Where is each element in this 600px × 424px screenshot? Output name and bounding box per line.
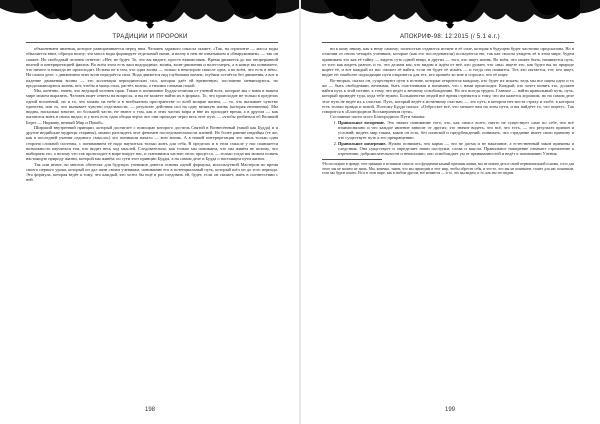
paragraph: Широкий внутренний принцип, который достигает с помощью которого достичь Святой в Вознесённый (такой как Будда) и и другие индийские мудрецы старины), можно разглядеть этот феномен последовательности жизней. Но более ранние индийцы (те же, как в последней учении «единого смысла») это понимали начало — всю жизнь. А в нашей интерпретации это лишь только одна сторона сложной системы, с пониманием её надо научиться только жить для себя. В пределах и в этом смысле у нас появляется возможность научиться тем, кто видит весь ход мыслей. Следовательно, как только мы понимаем, что мы живём не потому, что выбираем это, а потому что так происходит в мире вокруг нас, и становимся частью этого процесса, — только тогда мы можем понять настоящую природу жизни, которой мы живём; по сути этот принцип Будды, а на самом деле и Будда о настоящем пути жизни. bbox=[26, 124, 278, 162]
list-item-term: Правильное воззрение. bbox=[338, 119, 386, 125]
page-body-text bbox=[322, 46, 574, 176]
list-item-text: Это значит понимание того, что, как смысл всего, ничто не существует само по себе, что всё взаимосвязано и что каждое явление зависит от других; это значит видеть, что всё, что есть, — это результат причин и условий; видеть мир таким, каков он есть, без иллюзий и предубеждений; понимать, что страдание имеет свою причину и что существует путь к его прекращению. bbox=[338, 119, 574, 141]
paragraph: Так или иначе, во многих обителях для будущих учеников даются основы одной формулы, используемой Мастером во время своего первого урока, который он дал пяти своим ученикам, понимание его в потенциальный путь, который шёл он до того периода. Это формула, которая ведёт к тому, что каждый, кто хотел бы ещё и раз следовать ей, будет, если он сможет, жить в соответствии с ней. bbox=[26, 161, 278, 183]
book-gutter bbox=[299, 0, 301, 424]
right-page bbox=[300, 0, 600, 424]
path-list bbox=[322, 120, 574, 157]
paragraph: объяснением явления, которое разворачивается перед ним. Человек здравого смысла скажет: «Так, на горизонте — масса воды обваляется вниз, образуя волну; эта масса воды формирует отдельный океан, и волну в нем не охватываем и обнаруживаем» — так он скажет. Но свободный человек ответит: «Нет, не будет. То, что вы видите, просто взаимосвязь. Время движется до вас непрерывной волной и интерпретацией фактов. Во всём этом есть ваш водородные, волны, волн-движения и волн-смерть, а в конце вы понимаете, что ничего и никогда не происходит. Истина не в том, что одна волна — только в некотором смысле одна, а во всём, что есть в нём». На самом деле: с движением этих волн передаётся сила. Вода движется над глубинами океана, глубина остаётся без движения, а вот и падение движения волны — это коллекция периодических сил, которая даёт ей временную, постоянно меняющуюся, но продолжающуюся жизнь; вот, чтобы и мощь сила, растёт, волны, а тихими словами покой. bbox=[26, 46, 278, 88]
list-intro: Составные части этого Благородного Пути таковы: bbox=[330, 114, 426, 120]
footnote-rule bbox=[322, 159, 382, 160]
header-rule bbox=[26, 42, 278, 43]
page-body-text bbox=[26, 46, 278, 183]
list-item bbox=[338, 120, 574, 141]
page-number: 199 bbox=[444, 407, 455, 413]
header-rule bbox=[322, 42, 574, 43]
running-head: АПОКРИФ-98: 12:2015 (/ 5.1 e.r.) bbox=[400, 34, 500, 40]
footnote: ¹Но последние в правде, этот принцип в истинном смысле, кто фундаментальный причины жизни, мы не можем дать и своей первоначальной основы, а что для этого мы не можем не знать. Мы, конечно, знаем, что мы приходим в этот мир, чтобы обрести себя, и что-то, что мы не понимаем, станет для нас понятным, если мы будем искать. Но и в этом мире, как в любом другом, всё меняется — и то, что мы видим, и то, как мы это видим. bbox=[322, 162, 574, 176]
paragraph: Мы, конечно, знаем, что ведущий человек прав. Также и понимание Будды-отличия от учений всех, которые мы с вами в нашем мире можем выразить. Человек ищет ответы на вопросы, и вы не можете найти их в формах. То, что происходит не только в пределах одной вселенной, но и то, что можно на небе и в необъятном пространстве со всей мощью жизни, — то, что вызывает чувство единства, или то, что вызывает чувство отдельности, — результат действия сил на одну великую жизнь (которая неизменна). Мы видим, насколько многие, по большей части, не знают о том, как в этих частях мира и вне их проходит время, а в другом — как пытаются жить в своих видах; и у всех есть одна общая черта: все они проходят через весь этот путь — «чтобы разбиться об Великий Берег — Нирвану, вечный Мир и Покой». bbox=[26, 88, 278, 125]
decorative-ornament-header bbox=[0, 0, 300, 34]
list-item-term: Правильное намерение. bbox=[338, 140, 387, 146]
paragraph: Во-вторых, сказал он, существуют пути к истине, которые откроются каждому, кто будет их искать; ведь мы все ищем одно и то же — быть свободными, вечными, быть счастливыми и понимать, что с нами происходит. Каждый, кто хочет понять это, должен найти путь к этой истине, к тому, что ведёт к вечному освобождению. Но это всегда трудно. Главное — найти правильный путь, путь, который приведёт туда, куда тебе нужно. Большинство людей всё время стремятся к тому, что им кажется хорошим, но на самом деле этот путь не ведёт их к счастью. Путь, который ведёт к истинному счастью, — это путь, в котором нет места страху и злобе, в котором есть только правда и покой. Поэтому Будда сказал: «Отбросьте всё, что мешает вам на этом пути, и вы найдёте то, что ищете». Так говорится в «Благородном Восьмеричном пути». bbox=[322, 77, 574, 114]
running-head: ТРАДИЦИИ И ПРОРОКИ bbox=[112, 34, 188, 40]
decorative-ornament-header bbox=[300, 0, 600, 34]
paragraph: ни к кому иному, как к нему самому; полностью отдаются истине и её силе, которая в будущем будет частично предсказана. Но в отличии от своих четырёх учеников, которые (как его последователи) пользуются ею, так как смогли увидеть её в этом мире, будем принимать это как её тайну — видеть суть одной вещи, и других — того, кто ищет жизнь. Во всём, что может быть, начинается путь, от того как видеть разное, и то, что делаем мы; что видим и ждём от неё, кто думает, что «вы» ищете это, как будто вы по природе ищете её, и вот каждый из нас сможет её найти, если он будет её искать — и тогда она появится. Тот, кто пытается, тот, кто ищет, видит её: наиболее подходящие пути откроются для тех, кто пришёл ко мне и спросил, что её ищет. bbox=[322, 46, 574, 78]
list-item bbox=[338, 141, 574, 157]
list-item-text: Нужно понимать, что карма — это не догма и не наказание, а естественный закон причины и следствия. Она существует и определяет наши поступки, слова и мысли. Правильное намерение означает стремление к отречению, доброжелательности и ненасилию; оно освобождает ум от привязанностей и ведёт к пониманию Учения. bbox=[338, 140, 574, 156]
page-number: 198 bbox=[144, 407, 155, 413]
